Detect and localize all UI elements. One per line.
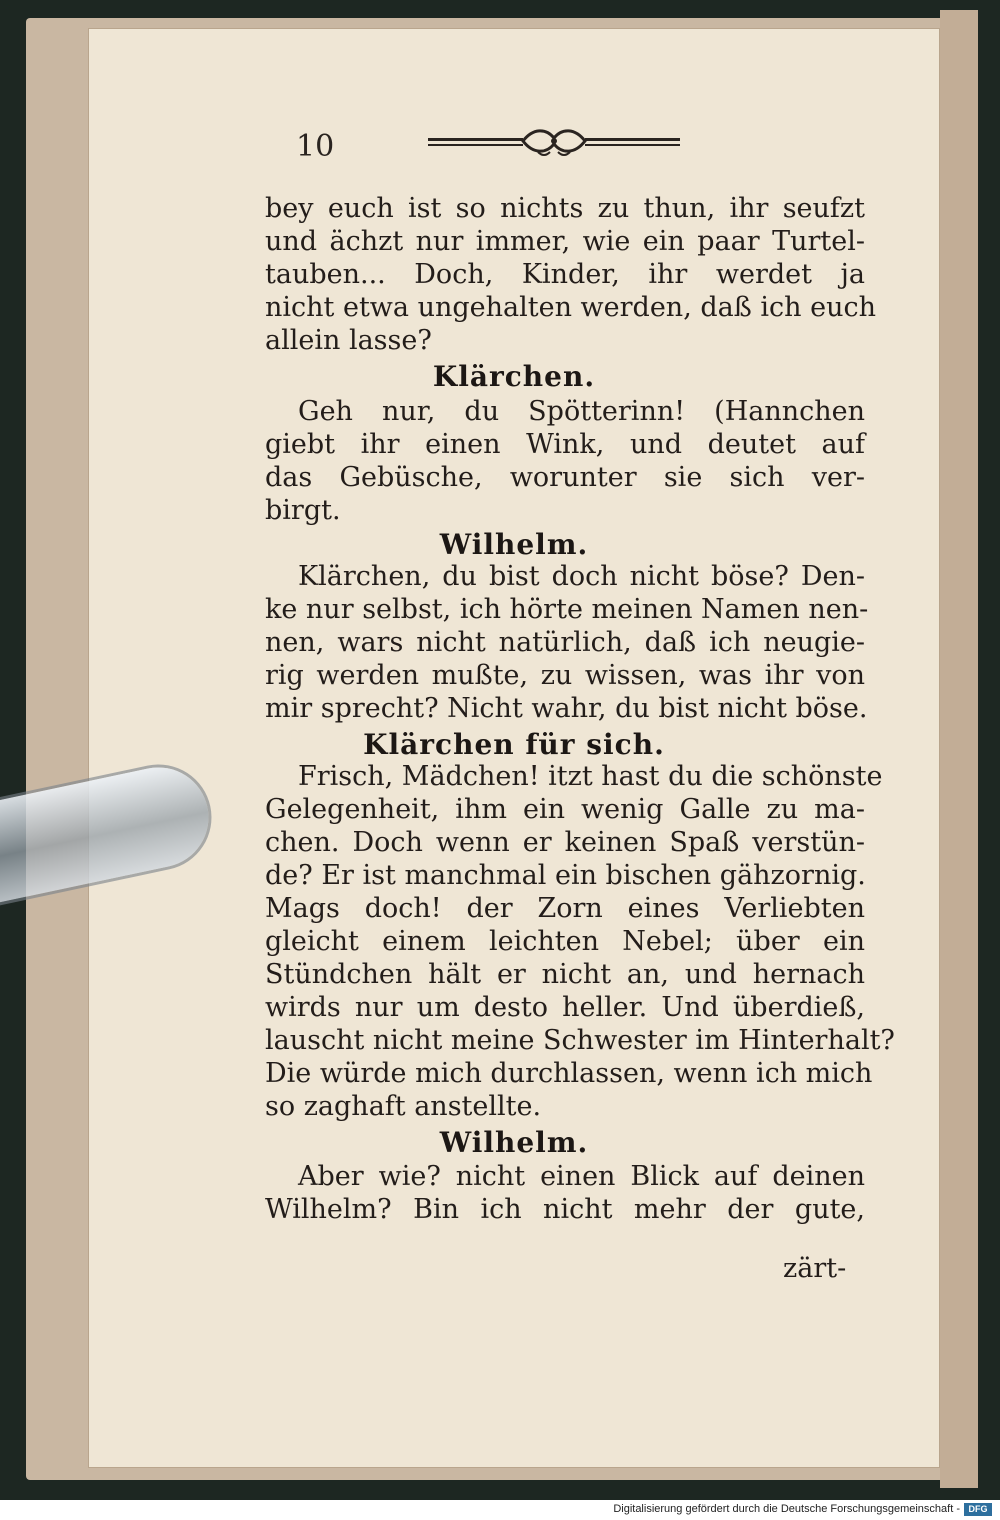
text-line: tauben... Doch, Kinder, ihr werdet ja xyxy=(265,259,865,290)
text-line: mir sprecht? Nicht wahr, du bist nicht böse. xyxy=(265,693,868,724)
text-line: Klärchen, du bist doch nicht böse? Den- xyxy=(298,561,865,592)
speaker-name: Klärchen. xyxy=(432,360,596,393)
page-edge xyxy=(940,10,978,1488)
text-line: und ächzt nur immer, wie ein paar Turtel- xyxy=(265,226,865,257)
book-page xyxy=(88,28,940,1468)
speaker-name: Wilhelm. xyxy=(439,528,589,561)
text-line: ke nur selbst, ich hörte meinen Namen nen- xyxy=(265,594,869,625)
text-line: Die würde mich durchlassen, wenn ich mich xyxy=(265,1058,873,1089)
text-line: Frisch, Mädchen! itzt hast du die schönste xyxy=(298,761,883,792)
text-line: Stündchen hält er nicht an, und hernach xyxy=(265,959,865,990)
text-line: birgt. xyxy=(265,495,341,526)
text-line: Aber wie? nicht einen Blick auf deinen xyxy=(298,1161,865,1192)
text-line: allein lasse? xyxy=(265,325,432,356)
text-line: bey euch ist so nichts zu thun, ihr seufzt xyxy=(265,193,865,224)
text-line: so zaghaft anstellte. xyxy=(265,1091,542,1122)
speaker-name: Wilhelm. xyxy=(439,1126,589,1159)
text-line: Wilhelm? Bin ich nicht mehr der gute, xyxy=(265,1194,865,1225)
page-number: 10 xyxy=(296,129,335,164)
funding-credit: Digitalisierung gefördert durch die Deutsche Forschungsgemeinschaft - xyxy=(613,1503,960,1515)
text-line: Gelegenheit, ihm ein wenig Galle zu ma- xyxy=(265,794,865,825)
text-line: nicht etwa ungehalten werden, daß ich euch xyxy=(265,292,876,323)
text-line: Mags doch! der Zorn eines Verliebten xyxy=(265,893,865,924)
text-line: wirds nur um desto heller. Und überdieß, xyxy=(265,992,865,1023)
footer-bar xyxy=(0,1500,1000,1520)
text-line: das Gebüsche, worunter sie sich ver- xyxy=(265,462,865,493)
text-line: chen. Doch wenn er keinen Spaß verstün- xyxy=(265,827,865,858)
text-line: giebt ihr einen Wink, und deutet auf xyxy=(265,429,865,460)
dfg-logo: DFG xyxy=(964,1503,992,1516)
ornament-icon xyxy=(428,124,680,160)
speaker-name: Klärchen für sich. xyxy=(363,728,665,761)
text-line: gleicht einem leichten Nebel; über ein xyxy=(265,926,865,957)
text-line: de? Er ist manchmal ein bischen gähzornig. xyxy=(265,860,866,891)
text-line: Geh nur, du Spötterinn! (Hannchen xyxy=(298,396,865,427)
text-line: rig werden mußte, zu wissen, was ihr von xyxy=(265,660,865,691)
text-line: nen, wars nicht natürlich, daß ich neugie- xyxy=(265,627,865,658)
catchword: zärt- xyxy=(783,1253,847,1284)
text-line: lauscht nicht meine Schwester im Hinterhalt? xyxy=(265,1025,895,1056)
